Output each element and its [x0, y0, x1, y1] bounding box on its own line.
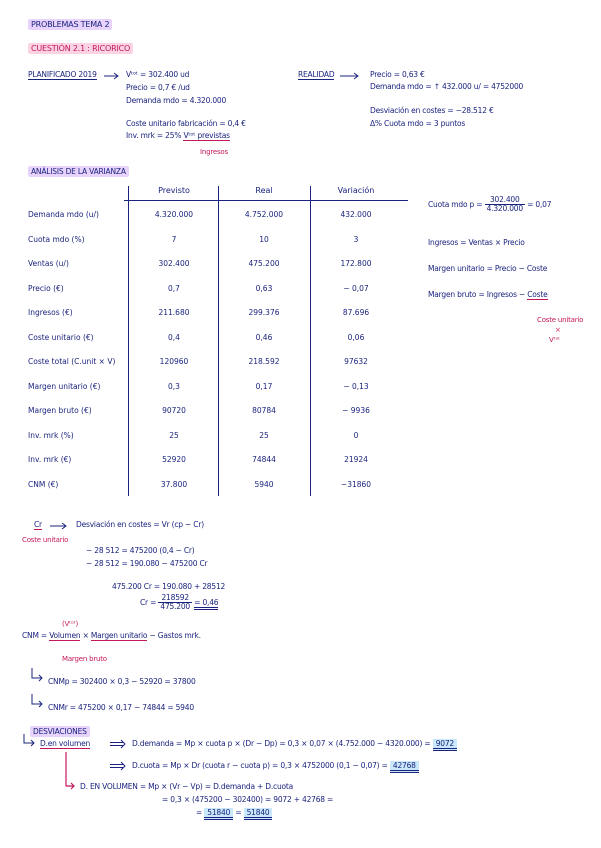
margen-bruto-post: Coste: [527, 290, 548, 299]
cr-num: 218592: [158, 594, 192, 603]
vtot-note-cnm: (Vᵗᵒᵗ): [62, 620, 79, 628]
times-note: ×: [555, 326, 561, 334]
cell-previsto: 37.800: [160, 479, 188, 489]
cell-previsto: 302.400: [158, 259, 190, 268]
cell-real: 4.752.000: [244, 210, 284, 219]
cell-previsto: 0,3: [168, 381, 180, 391]
invmrk-post: Vᵗᵒᵗ previstas: [183, 131, 230, 140]
coste-unitario-note: Coste unitario: [537, 316, 584, 324]
cell-variacion: 97632: [344, 357, 368, 366]
planificado-invmrk: [126, 131, 230, 140]
table-row: [28, 357, 408, 373]
cuota-num: 302.400: [485, 196, 525, 205]
arrow-right-icon: [340, 72, 362, 80]
cr-fraction: [158, 594, 192, 612]
row-label: Inv. mrk (€): [28, 455, 72, 464]
table-row: [28, 480, 408, 496]
row-label: Ventas (u/): [28, 259, 69, 268]
table-row: [28, 406, 408, 422]
header-divider: [124, 200, 408, 201]
margen-bruto-note: Margen bruto: [62, 655, 107, 663]
cell-variacion: 3: [353, 234, 359, 244]
cuota-fraction: [485, 196, 525, 214]
cell-variacion: −31860: [340, 479, 372, 489]
cell-previsto: 52920: [162, 455, 186, 464]
row-label: Precio (€): [28, 283, 64, 293]
desviaciones-title-text: DESVIACIONES: [30, 726, 90, 737]
cnm-volumen: Volumen: [49, 631, 81, 640]
cell-variacion: − 9936: [342, 406, 370, 415]
cell-variacion: 21924: [344, 455, 368, 464]
cr-result: = 0,46: [194, 598, 218, 610]
d-volumen-result-a: 51840: [204, 808, 233, 820]
cnm-margen-unitario: Margen unitario: [90, 631, 148, 640]
margen-unitario-formula: Margen unitario = Precio − Coste: [428, 264, 548, 273]
cell-previsto: 4.320.000: [154, 210, 194, 219]
row-label: Coste total (C.unit × V): [28, 357, 116, 366]
row-label: Ingresos (€): [28, 308, 73, 317]
cell-variacion: − 0,13: [343, 381, 369, 391]
d-cuota-text: D.cuota = Mp × Dr (cuota r − cuota p) = 0,3 × 4752000 (0,1 − 0,07) =: [132, 761, 388, 770]
cell-variacion: 172.800: [340, 259, 372, 268]
arrow-curved-icon: [20, 734, 38, 748]
d-demanda-text: D.demanda = Mp × cuota p × (Dr − Dp) = 0,3 × 0,07 × (4.752.000 − 4320.000) =: [132, 739, 431, 748]
cnm-times: ×: [82, 631, 89, 640]
d-volumen-formula: D. EN VOLUMEN = Mp × (Vr − Vp) = D.demanda + D.cuota: [80, 782, 294, 791]
d-demanda-result: 9072: [433, 739, 457, 751]
row-label: Margen bruto (€): [28, 406, 92, 415]
table-row: [28, 455, 408, 471]
header-previsto: Previsto: [158, 186, 190, 195]
cr-line-3: 475.200 Cr = 190.080 + 28512: [112, 582, 226, 591]
cr-line-1: − 28 512 = 475200 (0,4 − Cr): [86, 546, 195, 555]
cell-real: 5940: [254, 479, 274, 489]
planificado-precio: Precio = 0,7 € /ud: [126, 83, 190, 92]
cell-real: 299.376: [248, 308, 280, 317]
planificado-vtot: Vᵗᵒᵗ = 302.400 ud: [126, 70, 190, 79]
table-row: [28, 284, 408, 300]
cell-real: 0,46: [255, 332, 273, 342]
realidad-demanda: Demanda mdo = ↑ 432.000 u/ = 4752000: [370, 82, 524, 91]
cell-variacion: 87.696: [342, 308, 370, 317]
cell-previsto: 0,7: [168, 283, 180, 293]
cell-real: 0,17: [255, 381, 273, 391]
cr-note: Coste unitario: [22, 536, 69, 544]
cr-line-4-pre: Cr =: [140, 597, 157, 607]
cr-label: Cr: [34, 520, 42, 529]
row-label: Coste unitario (€): [28, 332, 94, 342]
cell-real: 0,63: [255, 283, 273, 293]
realidad-label: REALIDAD: [298, 70, 335, 79]
cell-variacion: 0: [353, 430, 359, 440]
cell-previsto: 7: [171, 234, 177, 244]
cell-variacion: 432.000: [340, 210, 372, 219]
cell-real: 10: [259, 234, 269, 244]
cell-real: 80784: [252, 406, 276, 415]
page-subtitle: [28, 44, 133, 53]
table-row: [28, 431, 408, 447]
cuota-result: = 0,07: [527, 199, 552, 209]
planificado-coste: Coste unitario fabricación = 0,4 €: [126, 119, 246, 128]
cr-den: 475.200: [160, 602, 191, 612]
cell-variacion: 0,06: [347, 332, 365, 342]
table-row: [28, 382, 408, 398]
arrow-curved-icon: [30, 668, 46, 682]
cell-previsto: 90720: [162, 406, 186, 415]
bracket-arrow-icon: [64, 752, 78, 792]
arrow-right-icon: [50, 522, 70, 530]
table-row: [28, 333, 408, 349]
cuota-den: 4.320.000: [486, 204, 523, 214]
cell-real: 475.200: [248, 259, 280, 268]
d-volumen-line2: = 0,3 × (475200 − 302400) = 9072 + 42768 =: [162, 795, 334, 804]
invmrk-pre: Inv. mrk = 25%: [126, 131, 182, 140]
cell-previsto: 0,4: [168, 332, 180, 342]
vtot-note: Vᵗᵒᵗ: [549, 336, 561, 344]
double-arrow-icon: [110, 740, 128, 748]
row-label: Cuota mdo (%): [28, 234, 85, 244]
d-volumen-label: D.en volumen: [40, 739, 91, 748]
cnm-pre: CNM =: [22, 631, 47, 640]
cell-real: 74844: [252, 455, 276, 464]
cnm-p: CNMp = 302400 × 0,3 − 52920 = 37800: [48, 677, 196, 686]
planificado-demanda: Demanda mdo = 4.320.000: [126, 96, 227, 105]
d-volumen-results: [196, 808, 272, 817]
cnm-post: − Gastos mrk.: [149, 631, 201, 640]
cr-line-4: [140, 594, 218, 612]
arrow-right-icon: [104, 72, 122, 80]
eq-sign: =: [196, 808, 203, 817]
cell-real: 25: [259, 430, 269, 440]
table-row: [28, 259, 408, 275]
ingresos-note: Ingresos: [200, 148, 228, 156]
cell-real: 218.592: [248, 357, 280, 366]
table-row: [28, 308, 408, 324]
cell-previsto: 25: [169, 430, 179, 440]
margen-bruto-pre: Margen bruto = Ingresos −: [428, 290, 526, 299]
analisis-title-text: ANÁLISIS DE LA VARIANZA: [28, 166, 129, 177]
realidad-cuota: Δ% Cuota mdo = 3 puntos: [370, 119, 466, 128]
row-label: CNM (€): [28, 479, 59, 489]
d-cuota-formula: [132, 761, 419, 770]
arrow-curved-icon: [30, 694, 46, 708]
desviaciones-title: [30, 727, 90, 736]
page-title: [28, 20, 112, 29]
realidad-desviacion: Desviación en costes = −28.512 €: [370, 106, 494, 115]
table-row: [28, 235, 408, 251]
row-label: Margen unitario (€): [28, 381, 101, 391]
planificado-label: PLANIFICADO 2019: [28, 70, 97, 79]
row-label: Demanda mdo (u/): [28, 210, 99, 219]
cell-variacion: − 0,07: [343, 283, 369, 293]
eq-sign: =: [235, 808, 242, 817]
cnm-r: CNMr = 475200 × 0,17 − 74844 = 5940: [48, 703, 194, 712]
row-label: Inv. mrk (%): [28, 430, 74, 440]
cell-previsto: 120960: [159, 357, 189, 366]
subtitle-text: CUESTIÓN 2.1 : RICORICO: [28, 43, 133, 54]
table-row: [28, 210, 408, 226]
cell-previsto: 211.680: [158, 308, 190, 317]
header-variacion: Variación: [337, 186, 375, 195]
cuota-formula: [428, 196, 551, 214]
double-arrow-icon: [110, 762, 128, 770]
cr-description: Desviación en costes = Vr (cp − Cr): [76, 520, 204, 529]
d-volumen-result-b: 51840: [244, 808, 273, 820]
realidad-precio: Precio = 0,63 €: [370, 70, 425, 79]
analisis-title: [28, 167, 129, 176]
cuota-label: Cuota mdo p =: [428, 199, 483, 209]
cr-line-2: − 28 512 = 190.080 − 475200 Cr: [86, 559, 208, 568]
ingresos-formula: Ingresos = Ventas × Precio: [428, 238, 525, 247]
d-cuota-result: 42768: [390, 761, 419, 773]
d-demanda-formula: [132, 739, 457, 748]
header-real: Real: [255, 186, 273, 195]
cnm-formula: [22, 631, 201, 640]
margen-bruto-formula: [428, 290, 548, 299]
title-text: PROBLEMAS TEMA 2: [28, 19, 112, 30]
